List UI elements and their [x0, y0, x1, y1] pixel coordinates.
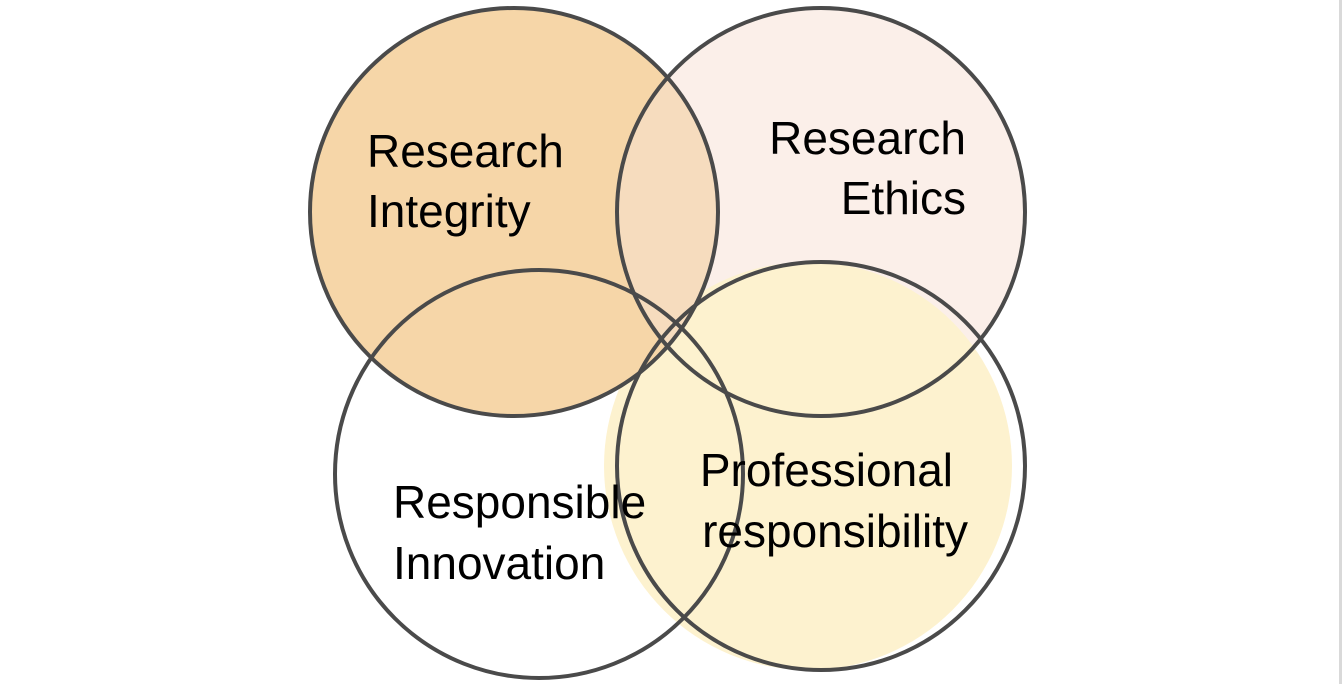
research-ethics-label-line-1: Research [769, 112, 966, 164]
responsible-innovation-label-line-2: Innovation [393, 537, 606, 589]
professional-responsibility-label-line-1: Professional [699, 444, 953, 496]
research-ethics-label-line-2: Ethics [840, 172, 966, 224]
research-integrity-label-line-1: Research [367, 125, 564, 177]
responsible-innovation-label-line-1: Responsible [393, 476, 647, 528]
professional-responsibility-label-line-2: responsibility [702, 505, 968, 557]
research-integrity-label-line-2: Integrity [367, 185, 531, 237]
